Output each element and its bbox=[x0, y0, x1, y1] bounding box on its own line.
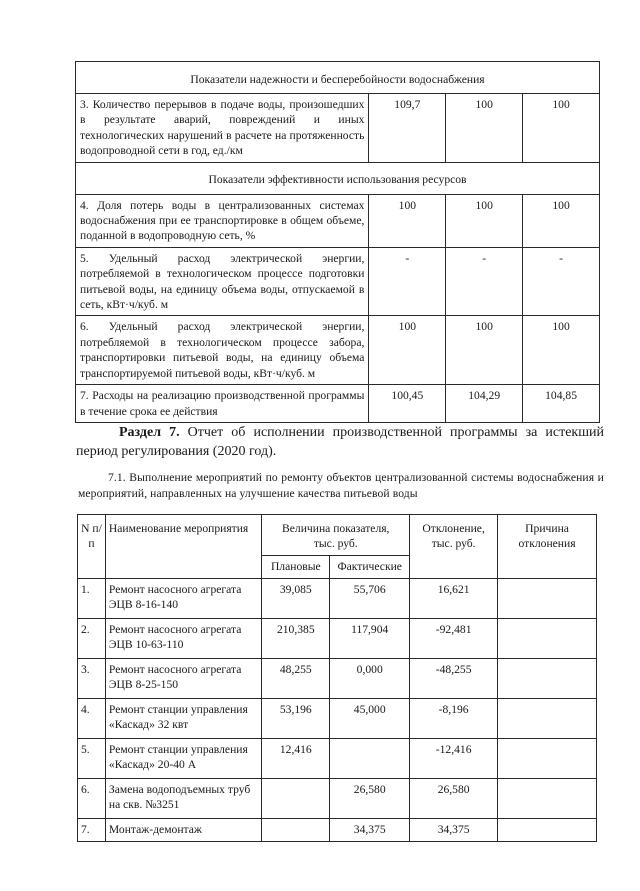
indicator-row bbox=[76, 94, 600, 163]
row-actual: 45,000 bbox=[330, 699, 410, 739]
section-7-label: Раздел 7. bbox=[119, 425, 180, 440]
row-reason bbox=[498, 659, 597, 699]
table-row bbox=[78, 819, 597, 842]
row-num: 2. bbox=[78, 619, 106, 659]
indicator-row bbox=[76, 247, 600, 316]
table-row bbox=[78, 699, 597, 739]
row-deviation: -92,481 bbox=[410, 619, 498, 659]
row-actual bbox=[330, 739, 410, 779]
row-name: Ремонт станции управления «Каскад» 20-40 А bbox=[105, 739, 261, 779]
row-num: 1. bbox=[78, 579, 106, 619]
indicator-value: - bbox=[369, 247, 446, 316]
indicator-value: 100 bbox=[523, 94, 600, 163]
row-actual: 55,706 bbox=[330, 579, 410, 619]
row-num: 4. bbox=[78, 699, 106, 739]
indicator-value: 100,45 bbox=[369, 385, 446, 423]
indicator-description: 6. Удельный расход электрической энергии, потребляемой в технологическом процессе забора, транспортировки питьевой воды, на единицу объема транспортируемой питьевой воды, кВт·ч/куб. м bbox=[76, 316, 369, 385]
indicator-value: 100 bbox=[523, 194, 600, 247]
row-planned: 48,255 bbox=[262, 659, 330, 699]
indicator-row bbox=[76, 316, 600, 385]
table-row bbox=[78, 739, 597, 779]
section-7-title bbox=[76, 423, 604, 461]
header-reason: Причина отклонения bbox=[498, 515, 597, 579]
row-reason bbox=[498, 699, 597, 739]
header-deviation: Отклонение, тыс. руб. bbox=[410, 515, 498, 579]
row-name: Ремонт насосного агрегата ЭЦВ 8-16-140 bbox=[105, 579, 261, 619]
indicator-value: - bbox=[523, 247, 600, 316]
measures-table bbox=[77, 514, 597, 842]
row-name: Ремонт станции управления «Каскад» 32 квт bbox=[105, 699, 261, 739]
row-planned: 12,416 bbox=[262, 739, 330, 779]
indicator-value: 100 bbox=[446, 94, 523, 163]
row-reason bbox=[498, 619, 597, 659]
efficiency-header: Показатели эффективности использования ресурсов bbox=[76, 162, 600, 194]
row-planned: 39,085 bbox=[262, 579, 330, 619]
efficiency-header-row bbox=[76, 162, 600, 194]
header-value: Величина показателя, тыс. руб. bbox=[262, 515, 410, 556]
row-reason bbox=[498, 819, 597, 842]
row-num: 7. bbox=[78, 819, 106, 842]
table-row bbox=[78, 579, 597, 619]
row-name: Ремонт насосного агрегата ЭЦВ 10-63-110 bbox=[105, 619, 261, 659]
indicator-value: 100 bbox=[446, 316, 523, 385]
reliability-header-row bbox=[76, 62, 600, 94]
indicator-value: 100 bbox=[446, 194, 523, 247]
header-num: N п/п bbox=[78, 515, 106, 579]
row-name: Замена водоподъемных труб на скв. №3251 bbox=[105, 779, 261, 819]
row-deviation: 26,580 bbox=[410, 779, 498, 819]
row-actual: 26,580 bbox=[330, 779, 410, 819]
row-deviation: -8,196 bbox=[410, 699, 498, 739]
section-7-text: Отчет об исполнении производственной программы за истекший период регулирования (2020 год). bbox=[76, 425, 604, 459]
row-num: 6. bbox=[78, 779, 106, 819]
indicator-value: - bbox=[446, 247, 523, 316]
row-planned: 53,196 bbox=[262, 699, 330, 739]
row-num: 3. bbox=[78, 659, 106, 699]
indicator-description: 3. Количество перерывов в подаче воды, произошедших в результате аварий, повреждений и иных технологических нарушений в расчете на протяженность водопроводной сети в год, ед./км bbox=[76, 94, 369, 163]
reliability-header: Показатели надежности и бесперебойности водоснабжения bbox=[76, 62, 600, 94]
row-name: Монтаж-демонтаж bbox=[105, 819, 261, 842]
row-actual: 0,000 bbox=[330, 659, 410, 699]
header-planned: Плановые bbox=[262, 556, 330, 579]
table-row bbox=[78, 619, 597, 659]
row-actual: 117,904 bbox=[330, 619, 410, 659]
row-reason bbox=[498, 779, 597, 819]
indicator-row bbox=[76, 194, 600, 247]
indicator-value: 104,29 bbox=[446, 385, 523, 423]
row-num: 5. bbox=[78, 739, 106, 779]
row-planned bbox=[262, 819, 330, 842]
indicator-value: 104,85 bbox=[523, 385, 600, 423]
row-reason bbox=[498, 739, 597, 779]
indicator-description: 7. Расходы на реализацию производственной программы в течение срока ее действия bbox=[76, 385, 369, 423]
indicator-value: 100 bbox=[369, 316, 446, 385]
indicator-value: 109,7 bbox=[369, 94, 446, 163]
row-actual: 34,375 bbox=[330, 819, 410, 842]
row-planned bbox=[262, 779, 330, 819]
indicator-value: 100 bbox=[369, 194, 446, 247]
table-row bbox=[78, 779, 597, 819]
row-planned: 210,385 bbox=[262, 619, 330, 659]
indicator-row bbox=[76, 385, 600, 423]
row-deviation: 34,375 bbox=[410, 819, 498, 842]
subsection-7-1: 7.1. Выполнение мероприятий по ремонту объектов централизованной системы водоснабжения и мероприятий, направленных на улучшение качества питьевой воды bbox=[78, 471, 604, 500]
header-actual: Фактические bbox=[330, 556, 410, 579]
table-row bbox=[78, 659, 597, 699]
row-name: Ремонт насосного агрегата ЭЦВ 8-25-150 bbox=[105, 659, 261, 699]
indicator-description: 5. Удельный расход электрической энергии, потребляемой в технологическом процессе подготовки питьевой воды, на единицу объема воды, отпускаемой в сеть, кВт·ч/куб. м bbox=[76, 247, 369, 316]
indicators-table bbox=[75, 61, 600, 423]
measures-header-row bbox=[78, 515, 597, 556]
row-deviation: -12,416 bbox=[410, 739, 498, 779]
row-reason bbox=[498, 579, 597, 619]
indicator-value: 100 bbox=[523, 316, 600, 385]
header-name: Наименование мероприятия bbox=[105, 515, 261, 579]
indicator-description: 4. Доля потерь воды в централизованных системах водоснабжения при ее транспортировке в общем объеме, поданной в водопроводную сеть, % bbox=[76, 194, 369, 247]
row-deviation: 16,621 bbox=[410, 579, 498, 619]
row-deviation: -48,255 bbox=[410, 659, 498, 699]
